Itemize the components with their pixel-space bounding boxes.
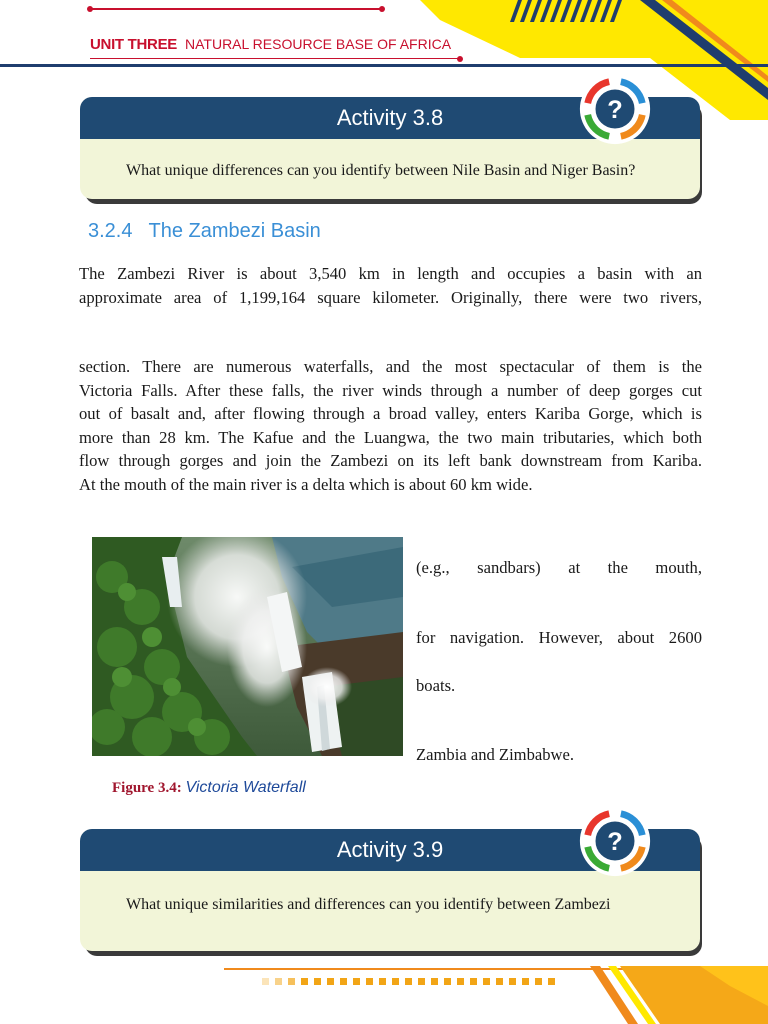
paragraph-line: more than 28 km. The Kafue and the Luangwa, the two main tributaries, which both xyxy=(79,427,702,447)
section-title: The Zambezi Basin xyxy=(148,220,321,242)
side-text-line: boats. xyxy=(416,676,456,695)
question-mark-cycle-icon xyxy=(576,70,654,148)
side-text-line: Zambia and Zimbabwe. xyxy=(416,745,575,764)
section-heading xyxy=(88,220,321,243)
side-text-line: (e.g., sandbars) at the mouth, xyxy=(416,558,702,577)
footer-corner-graphic xyxy=(560,966,768,1024)
figure-caption-text: Victoria Waterfall xyxy=(185,779,306,796)
figure-label: Figure 3.4: xyxy=(112,780,182,796)
paragraph-line: At the mouth of the main river is a delta which is about 60 km wide. xyxy=(79,474,533,494)
paragraph-intro xyxy=(79,262,702,309)
header-rule-dot xyxy=(457,56,463,62)
activity-question: What unique differences can you identify between Nile Basin and Niger Basin? xyxy=(126,162,636,179)
figure-caption xyxy=(112,779,306,797)
activity-title: Activity 3.9 xyxy=(80,829,700,871)
svg-text:?: ? xyxy=(607,827,623,856)
section-number: 3.2.4 xyxy=(88,220,133,242)
header-rule xyxy=(0,64,768,67)
paragraph-line: approximate area of 1,199,164 square kilometer. Originally, there were two rivers, xyxy=(79,287,702,307)
svg-text:?: ? xyxy=(607,95,623,124)
paragraph-line: out of basalt and, after flowing through a broad valley, enters Kariba Gorge, which is xyxy=(79,404,702,424)
header-top-line xyxy=(90,8,382,10)
paragraph-main xyxy=(79,355,702,497)
paragraph-line: The Zambezi River is about 3,540 km in length and occupies a basin with an xyxy=(79,264,702,283)
header-thin-rule xyxy=(90,58,462,59)
header-dot-left xyxy=(87,6,93,12)
side-text-line: for navigation. However, about 2600 xyxy=(416,628,702,647)
activity-question: What unique similarities and differences can you identify between Zambezi xyxy=(126,896,611,913)
paragraph-line: flow through gorges and join the Zambezi on its left bank downstream from Kariba. xyxy=(79,451,702,471)
paragraph-line: section. There are numerous waterfalls, and the most spectacular of them is the xyxy=(79,357,702,376)
paragraph-line: Victoria Falls. After these falls, the river winds through a number of deep gorges cut xyxy=(79,380,702,400)
unit-title: NATURAL RESOURCE BASE OF AFRICA xyxy=(185,36,452,52)
question-mark-cycle-icon xyxy=(576,802,654,880)
header-dot-right xyxy=(379,6,385,12)
victoria-falls-photo xyxy=(92,537,403,756)
footer-square-strip xyxy=(262,978,582,986)
unit-label: UNIT THREE xyxy=(90,36,178,53)
activity-title: Activity 3.8 xyxy=(80,97,700,139)
